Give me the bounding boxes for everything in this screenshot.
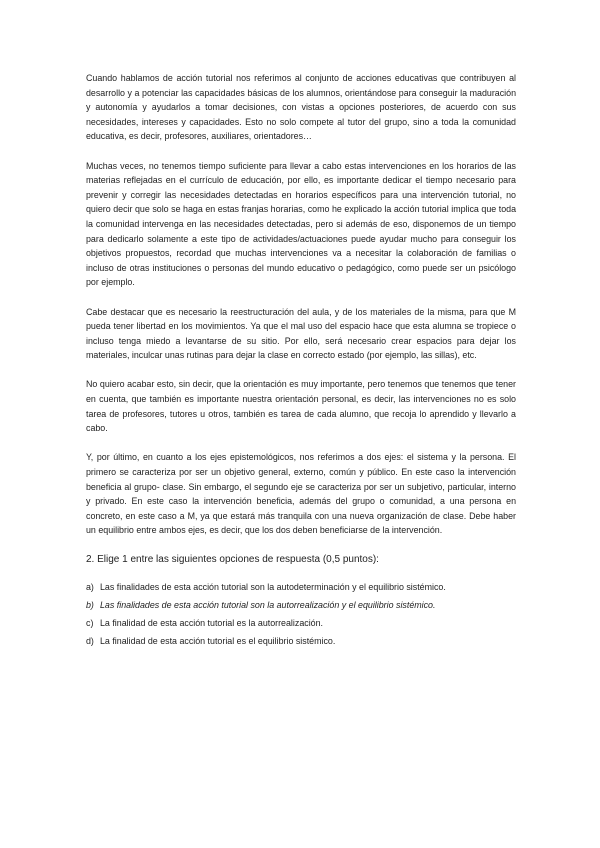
paragraph-2: Muchas veces, no tenemos tiempo suficiente para llevar a cabo estas intervenciones en los horarios de las materias reflejadas en el currículo de educación, por ello, es importante dedicar el tiempo necesario para prevenir y corregir las necesidades detectadas en horarios específicos para una intervención tutorial, no quiero decir que solo se haga en estas franjas horarias, como he explicado la acción tutorial implica que toda la comunidad intervenga en las necesidades detectadas, pero si además de eso, disponemos de un tiempo para dedicarlo solamente a este tipo de actividades/actuaciones puede ayudar mucho para conseguir los objetivos propuestos, recordad que muchas intervenciones va a necesitar la colaboración de familias o incluso de otras instituciones o personas del mundo educativo o pedagógico, como puede ser un psicólogo por ejemplo. xyxy=(86,160,516,288)
question-heading: 2. Elige 1 entre las siguientes opciones de respuesta (0,5 puntos): xyxy=(86,553,379,565)
paragraph-1: Cuando hablamos de acción tutorial nos referimos al conjunto de acciones educativas que contribuyen al desarrollo y a potenciar las capacidades básicas de los alumnos, orientándose para conseguir la maduración y autonomía y ayudarlos a tomar decisiones, con vistas a opciones posteriores, de acuerdo con sus necesidades, intereses y capacidades. Esto no solo compete al tutor del grupo, sino a toda la comunidad educativa, es decir, profesores, auxiliares, orientadores… xyxy=(86,73,516,142)
option-letter: a) xyxy=(86,581,94,592)
paragraph-5: Y, por último, en cuanto a los ejes epistemológicos, nos referimos a dos ejes: el sistema y la persona. El primero se caracteriza por ser un objetivo general, externo, común y público. En este caso la intervención beneficia al grupo- clase. Sin embargo, el segundo eje se caracteriza por ser un subjetivo, particular, interno y privado. En este caso la intervención beneficia, además del grupo o comunidad, a una persona en concreto, en este caso a M, ya que estará más tranquila con una nueva organización de clase. Debe haber un equilibrio entre ambos ejes, es decir, que los dos deben beneficiarse de la intervención. xyxy=(86,452,516,536)
option-text: La finalidad de esta acción tutorial es la autorrealización. xyxy=(100,617,323,628)
option-d xyxy=(86,635,516,647)
option-text: Las finalidades de esta acción tutorial son la autorrealización y el equilibrio sistémico. xyxy=(100,599,436,610)
document-content xyxy=(86,71,516,653)
option-letter: b) xyxy=(86,599,94,610)
option-letter: c) xyxy=(86,617,94,628)
option-text: La finalidad de esta acción tutorial es el equilibrio sistémico. xyxy=(100,635,336,646)
paragraph-4: No quiero acabar esto, sin decir, que la orientación es muy importante, pero tenemos que tenemos que tener en cuenta, que también es importante nuestra orientación personal, es decir, las intervenciones no es solo tarea de profesores, tutores u otros, también es tarea de cada alumno, que recoja lo aprendido y llevarlo a cabo. xyxy=(86,379,516,434)
option-letter: d) xyxy=(86,635,94,646)
option-b xyxy=(86,599,516,611)
option-c xyxy=(86,617,516,629)
paragraph-3: Cabe destacar que es necesario la reestructuración del aula, y de los materiales de la misma, para que M pueda tener libertad en los movimientos. Ya que el mal uso del espacio hace que esta alumna se tropiece o incluso tenga miedo a levantarse de su sitio. Por ello, será necesario crear espacios para dejar los materiales, inculcar unas rutinas para dejar la clase en correcto estado (por ejemplo, las sillas), etc. xyxy=(86,306,516,361)
answer-options xyxy=(86,581,516,647)
option-a xyxy=(86,581,516,593)
option-text: Las finalidades de esta acción tutorial son la autodeterminación y el equilibrio sistémico. xyxy=(100,581,446,592)
